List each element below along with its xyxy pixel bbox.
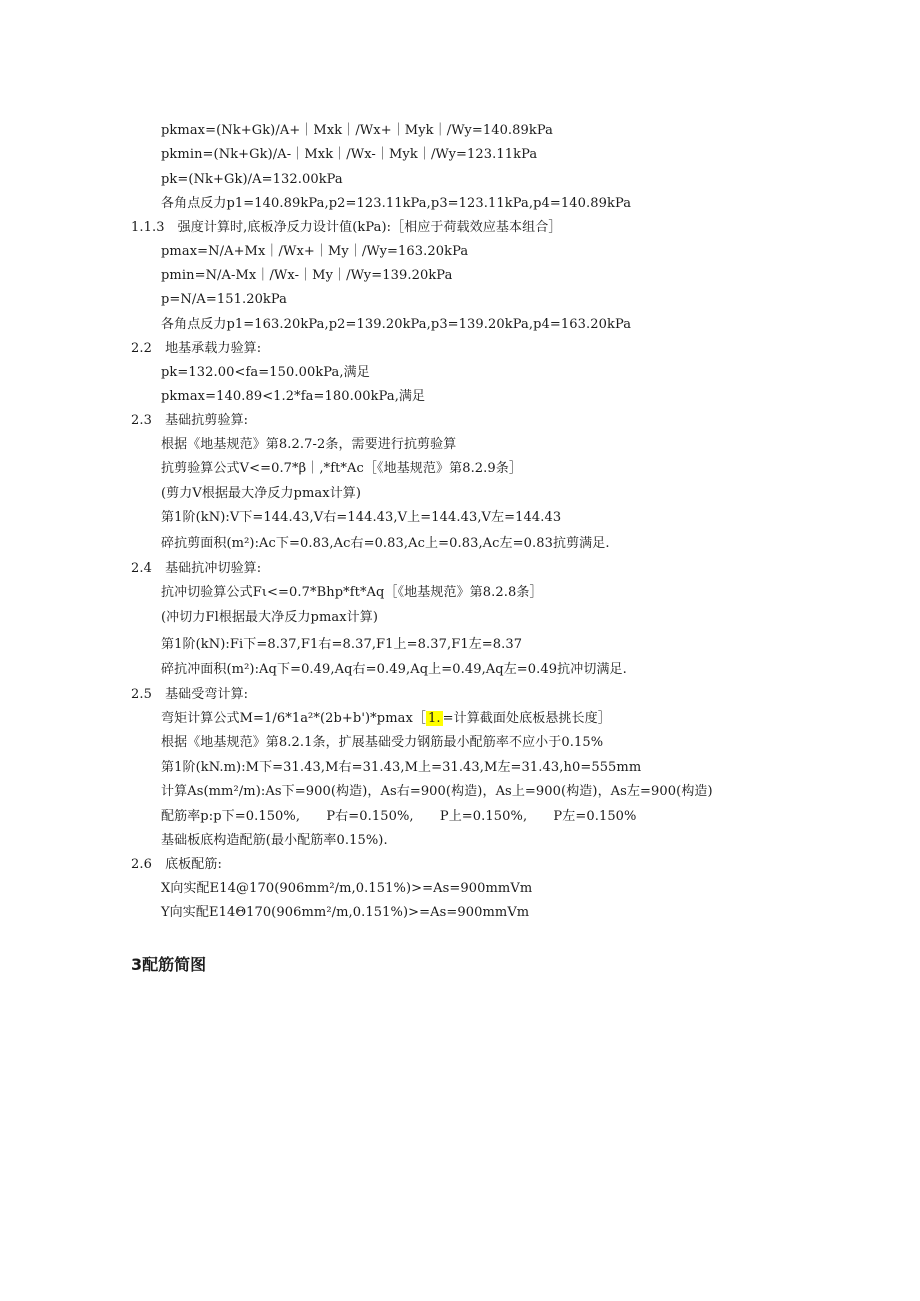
moment-formula-tail: =计算截面处底板悬挑长度］: [442, 711, 611, 726]
y-reinforcement: Y向实配E14Θ170(906mm²/m,0.151%)>=As=900mmVm: [161, 905, 530, 920]
section-2-2-heading: 2.2 地基承载力验算:: [131, 341, 262, 356]
section-2-5-heading: 2.5 基础受弯计算:: [131, 687, 249, 702]
shear-formula: 抗剪验算公式V<=0.7*β｜,*ft*Ac［《地基规范》第8.2.9条］: [161, 461, 522, 476]
shear-forces: 第1阶(kN):V下=144.43,V右=144.43,V上=144.43,V左=144.43: [161, 510, 562, 525]
min-reinforcement-note: 根据《地基规范》第8.2.1条，扩展基础受力钢筋最小配筋率不应小于0.15%: [161, 735, 604, 750]
bottom-reinforcement-note: 基础板底构造配筋(最小配筋率0.15%).: [161, 833, 388, 848]
bearing-check-pk: pk=132.00<fa=150.00kPa,满足: [161, 365, 370, 380]
punching-areas: 碎抗冲面积(m²):Aq下=0.49,Aq右=0.49,Aq上=0.49,Aq左=0.49抗冲切满足.: [161, 662, 627, 677]
x-reinforcement: X向实配E14@170(906mm²/m,0.151%)>=As=900mmVm: [161, 881, 533, 896]
punching-note: (冲切力Fl根据最大净反力pmax计算): [161, 610, 379, 625]
shear-code-reference: 根据《地基规范》第8.2.7-2条，需要进行抗剪验算: [161, 437, 457, 452]
bearing-check-pkmax: pkmax=140.89<1.2*fa=180.00kPa,满足: [161, 389, 426, 404]
section-2-3-heading: 2.3 基础抗剪验算:: [131, 413, 249, 428]
pmax-formula: pmax=N/A+Mx｜/Wx+｜My｜/Wy=163.20kPa: [161, 244, 469, 259]
pkmin-formula: pkmin=(Nk+Gk)/A-｜Mxk｜/Wx-｜Myk｜/Wy=123.11kPa: [161, 147, 538, 162]
required-as: 计算As(mm²/m):As下=900(构造)，As右=900(构造)，As上=900(构造)，As左=900(构造): [161, 784, 713, 799]
punching-forces: 第1阶(kN):Fi下=8.37,F1右=8.37,F1上=8.37,F1左=8.37: [161, 637, 523, 652]
shear-areas: 碎抗剪面积(m²):Ac下=0.83,Ac右=0.83,Ac上=0.83,Ac左=0.83抗剪满足.: [161, 536, 610, 551]
section-1-1-3-heading: 1.1.3 强度计算时,底板净反力设计值(kPa):［相应于荷载效应基本组合］: [131, 220, 562, 235]
section-2-4-heading: 2.4 基础抗冲切验算:: [131, 561, 262, 576]
pkmax-formula: pkmax=(Nk+Gk)/A+｜Mxk｜/Wx+｜Myk｜/Wy=140.89kPa: [161, 123, 554, 138]
moments: 第1阶(kN.m):M下=31.43,M右=31.43,M上=31.43,M左=31.43,h0=555mm: [161, 760, 642, 775]
section-2-6-heading: 2.6 底板配筋:: [131, 857, 222, 872]
pmin-formula: pmin=N/A-Mx｜/Wx-｜My｜/Wy=139.20kPa: [161, 268, 453, 283]
reinforcement-ratio: 配筋率p:p下=0.150%, P右=0.150%, P上=0.150%, P左=0.150%: [161, 809, 637, 824]
corner-reactions: 各角点反力p1=163.20kPa,p2=139.20kPa,p3=139.20kPa,p4=163.20kPa: [161, 317, 632, 332]
punching-formula: 抗冲切验算公式Fι<=0.7*Bhp*ft*Aq［《地基规范》第8.2.8条］: [161, 585, 543, 600]
corner-reactions-k: 各角点反力p1=140.89kPa,p2=123.11kPa,p3=123.11kPa,p4=140.89kPa: [161, 196, 632, 211]
moment-formula: 弯矩计算公式M=1/6*1a²*(2b+b')*pmax［: [161, 711, 427, 726]
moment-formula-line: [161, 710, 611, 728]
section-3-heading: 3配筋简图: [131, 955, 207, 974]
pk-formula: pk=(Nk+Gk)/A=132.00kPa: [161, 172, 343, 187]
shear-note: (剪力V根据最大净反力pmax计算): [161, 486, 362, 501]
p-formula: p=N/A=151.20kPa: [161, 292, 288, 307]
highlighted-text: 1.: [428, 711, 441, 726]
